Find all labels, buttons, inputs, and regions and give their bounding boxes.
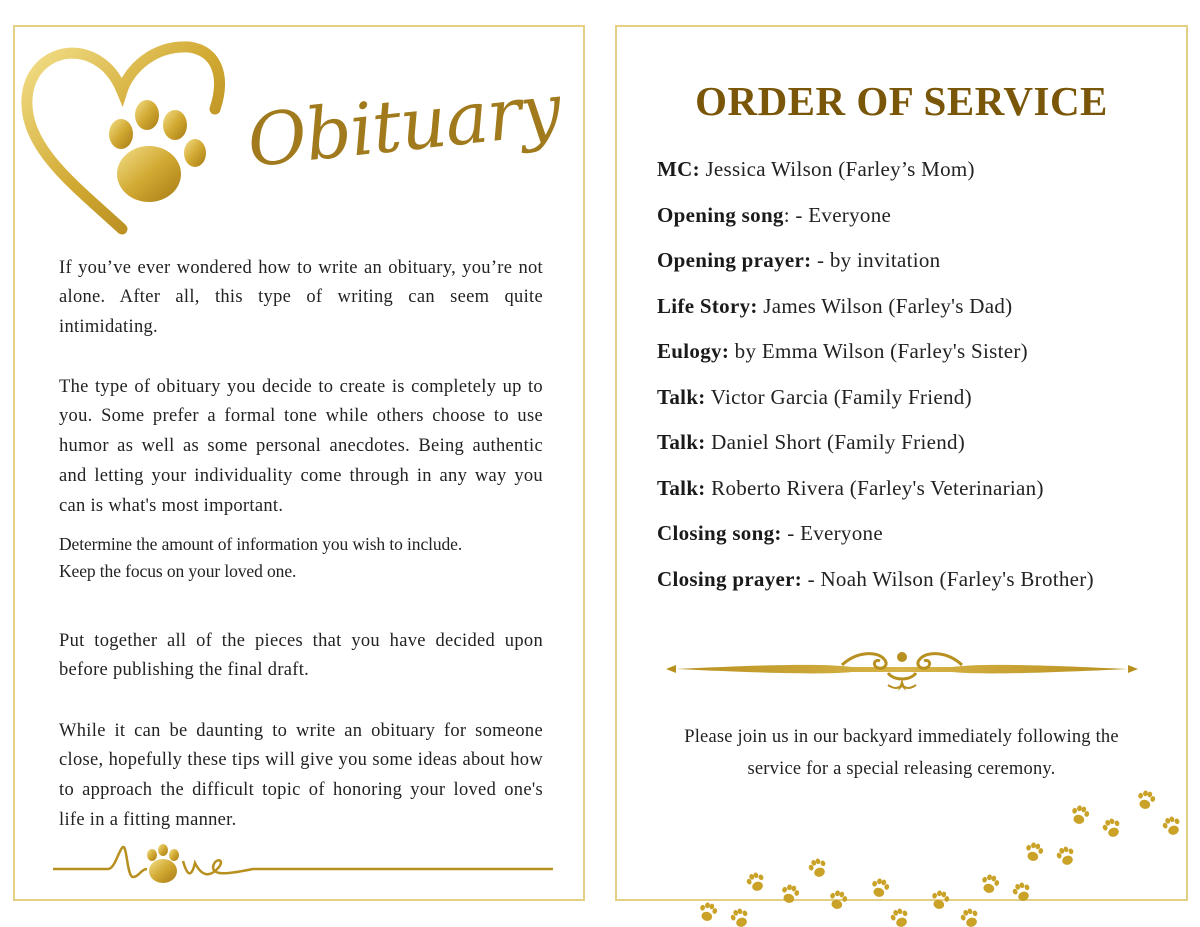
service-item-talk-1 <box>657 375 1094 421</box>
service-item-eulogy <box>657 329 1094 375</box>
paragraph-draft: Put together all of the pieces that you have decided upon before publishing the final draft. <box>59 630 543 681</box>
service-text: Victor Garcia (Family Friend) <box>705 384 972 409</box>
order-of-service-page <box>615 25 1188 901</box>
service-label: Opening prayer: <box>657 248 812 272</box>
service-text: - Noah Wilson (Farley's Brother) <box>802 566 1094 591</box>
service-text: James Wilson (Farley's Dad) <box>757 293 1013 318</box>
service-text: Daniel Short (Family Friend) <box>705 430 966 454</box>
service-label: Closing prayer: <box>657 566 803 591</box>
service-label: MC: <box>657 157 700 181</box>
service-label: Talk: <box>657 475 706 500</box>
service-item-opening-song <box>657 193 1094 239</box>
service-text: by Emma Wilson (Farley's Sister) <box>729 339 1028 363</box>
ornament-divider-icon <box>662 645 1142 697</box>
service-item-closing-prayer <box>657 557 1094 603</box>
service-label: Opening song <box>657 202 784 227</box>
glitter-heart-paw-icon <box>19 39 229 239</box>
paw-print-icon <box>889 906 911 927</box>
service-label: Life Story: <box>657 293 758 318</box>
paw-print-icon <box>729 906 751 927</box>
love-signature-icon <box>53 839 553 889</box>
service-item-life-story <box>657 284 1094 330</box>
invitation-line-1: Please join us in our backyard immediately following the <box>684 727 1119 747</box>
service-text: - Everyone <box>781 521 883 545</box>
service-label: Closing song: <box>657 521 782 545</box>
service-item-talk-2 <box>657 420 1094 466</box>
service-text: Roberto Rivera (Farley's Veterinarian) <box>705 475 1044 500</box>
service-item-closing-song <box>657 511 1094 557</box>
paragraph-intro: If you’ve ever wondered how to write an obituary, you’re not alone. After all, this type of writing can seem quite intimidating. <box>59 257 543 338</box>
service-label: Eulogy: <box>657 339 730 363</box>
invitation-text <box>637 721 1166 785</box>
invitation-line-2: service for a special releasing ceremony. <box>747 759 1056 779</box>
paw-print-icon <box>697 901 718 923</box>
paragraph-closing: While it can be daunting to write an obituary for someone close, hopefully these tips will give you some ideas about how to approach the difficult topic of honoring your loved one's life in a fitting manner. <box>59 720 543 830</box>
service-text: : - Everyone <box>783 202 892 227</box>
paragraph-tone: The type of obituary you decide to create is completely up to you. Some prefer a formal tone while others choose to use humor as well as some personal anecdotes. Being authentic and letting your individuality come through in any way you can is what's most important. <box>59 376 543 516</box>
service-text: - by invitation <box>811 248 941 272</box>
paragraph-tips <box>59 531 543 585</box>
service-label: Talk: <box>657 384 706 409</box>
service-item-mc <box>657 147 1094 193</box>
order-of-service-title: ORDER OF SERVICE <box>695 78 1108 124</box>
tip-line-1: Determine the amount of information you wish to include. <box>59 534 463 554</box>
tip-line-2: Keep the focus on your loved one. <box>59 561 297 581</box>
paw-print-icon <box>959 906 981 927</box>
service-item-opening-prayer <box>657 238 1094 284</box>
service-list <box>657 147 1094 602</box>
service-label: Talk: <box>657 430 706 454</box>
service-text: Jessica Wilson (Farley’s Mom) <box>699 157 975 181</box>
obituary-title: Obituary <box>243 66 565 184</box>
service-item-talk-3 <box>657 466 1094 512</box>
obituary-page <box>13 25 585 901</box>
